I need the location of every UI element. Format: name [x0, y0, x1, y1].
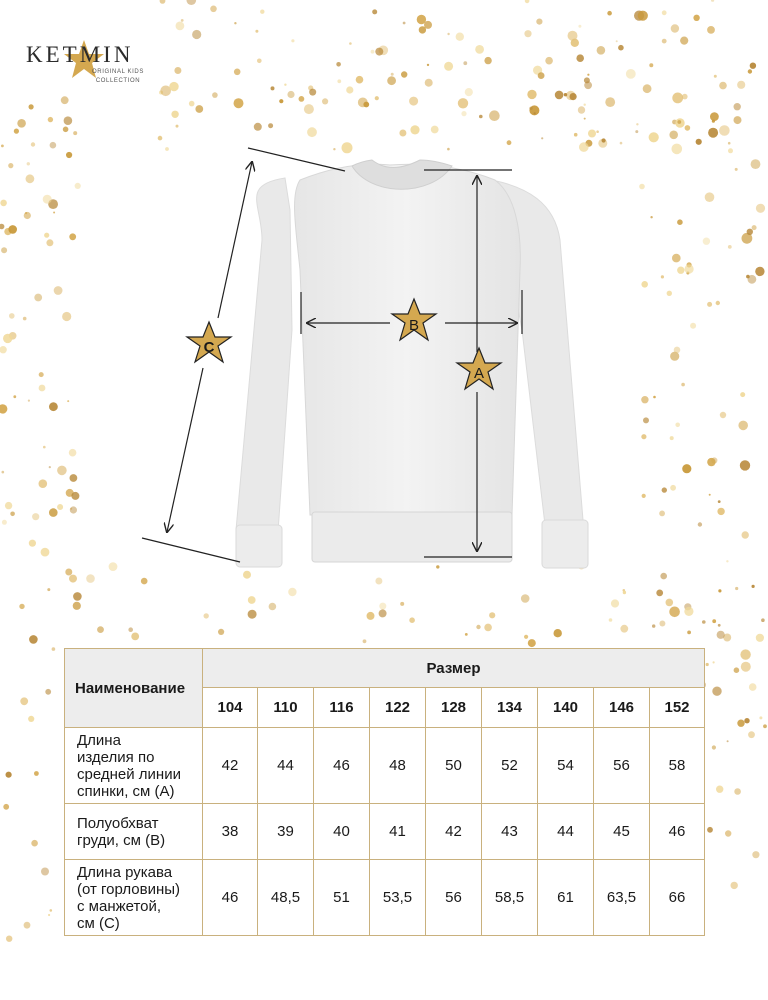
confetti-dot — [34, 771, 39, 776]
confetti-dot — [718, 624, 721, 627]
confetti-dot — [702, 620, 706, 624]
confetti-dot — [489, 110, 500, 121]
confetti-dot — [371, 50, 375, 54]
table-cell: 53,5 — [370, 860, 426, 936]
confetti-dot — [409, 617, 415, 623]
confetti-dot — [717, 631, 725, 639]
confetti-dot — [461, 111, 466, 116]
table-cell: 40 — [314, 804, 370, 860]
confetti-dot — [391, 73, 394, 76]
confetti-dot — [719, 82, 727, 90]
confetti-dot — [564, 93, 567, 96]
table-cell: 58,5 — [482, 860, 538, 936]
confetti-dot — [204, 613, 209, 618]
confetti-dot — [400, 602, 404, 606]
confetti-dot — [20, 697, 28, 705]
confetti-dot — [387, 76, 396, 85]
size-table-body — [65, 728, 705, 936]
confetti-dot — [578, 106, 585, 113]
row-label-line: Полуобхват — [77, 814, 159, 832]
confetti-dot — [41, 868, 49, 876]
confetti-dot — [363, 102, 369, 108]
confetti-dot — [255, 30, 258, 33]
confetti-dot — [131, 633, 139, 641]
confetti-dot — [476, 625, 480, 629]
confetti-dot — [638, 11, 648, 21]
table-cell: 45 — [594, 804, 650, 860]
table-row — [65, 860, 705, 936]
size-group-header: Размер — [203, 649, 705, 688]
confetti-dot — [160, 0, 166, 4]
table-cell: 41 — [370, 804, 426, 860]
confetti-dot — [176, 22, 185, 31]
confetti-dot — [61, 96, 69, 104]
confetti-dot — [189, 101, 195, 107]
confetti-dot — [248, 596, 256, 604]
row-label-line: спинки, см (А) — [77, 782, 175, 800]
confetti-dot — [279, 99, 283, 103]
confetti-dot — [706, 663, 709, 666]
table-cell: 61 — [538, 860, 594, 936]
confetti-dot — [479, 115, 483, 119]
confetti-dot — [748, 69, 752, 73]
confetti-dot — [6, 936, 12, 942]
confetti-dot — [465, 88, 473, 96]
confetti-dot — [711, 0, 714, 2]
confetti-dot — [401, 71, 407, 77]
confetti-dot — [713, 661, 715, 663]
confetti-dot — [737, 720, 744, 727]
confetti-dot — [375, 48, 383, 56]
confetti-dot — [538, 72, 545, 79]
size-column-header: 140 — [538, 688, 594, 728]
confetti-dot — [672, 93, 683, 104]
confetti-dot — [649, 63, 653, 67]
confetti-dot — [356, 76, 364, 84]
confetti-dot — [372, 9, 377, 14]
confetti-dot — [489, 612, 495, 618]
confetti-dot — [712, 687, 721, 696]
row-label-line: средней линии — [77, 765, 181, 783]
row-label-line: см (С) — [77, 914, 120, 932]
size-column-header: 134 — [482, 688, 538, 728]
confetti-dot — [584, 118, 586, 120]
confetti-dot — [555, 91, 564, 100]
size-column-header: 104 — [203, 688, 258, 728]
confetti-dot — [727, 740, 729, 742]
confetti-dot — [662, 10, 667, 15]
confetti-dot — [248, 610, 257, 619]
confetti-dot — [527, 90, 536, 99]
confetti-dot — [444, 62, 453, 71]
badge-a-label: A — [473, 365, 485, 382]
table-cell: 54 — [538, 728, 594, 804]
confetti-dot — [19, 604, 24, 609]
confetti-dot — [284, 84, 286, 86]
confetti-dot — [212, 92, 218, 98]
size-column-header: 152 — [650, 688, 705, 728]
brand-tagline — [88, 68, 148, 86]
confetti-dot — [403, 22, 406, 25]
confetti-dot — [52, 647, 56, 651]
confetti-dot — [597, 46, 606, 55]
measure-c-top-tick — [248, 148, 345, 171]
size-header-row — [65, 649, 705, 688]
table-cell: 50 — [426, 728, 482, 804]
measure-c-arrow-up — [218, 162, 252, 318]
measure-c-bottom-tick — [142, 538, 240, 562]
confetti-dot — [626, 69, 636, 79]
table-cell: 58 — [650, 728, 705, 804]
table-row — [65, 804, 705, 860]
confetti-dot — [287, 91, 294, 98]
size-column-header: 122 — [370, 688, 426, 728]
table-cell: 46 — [203, 860, 258, 936]
confetti-dot — [234, 69, 241, 76]
confetti-dot — [379, 603, 386, 610]
confetti-dot — [534, 112, 536, 114]
confetti-dot — [725, 830, 731, 836]
measure-c-arrow-down — [167, 368, 203, 532]
confetti-dot — [6, 772, 12, 778]
confetti-dot — [607, 11, 612, 16]
confetti-dot — [257, 59, 262, 64]
confetti-dot — [677, 120, 681, 124]
confetti-dot — [536, 19, 542, 25]
size-chart — [64, 648, 705, 936]
brand-tagline-line2: COLLECTION — [95, 78, 141, 84]
confetti-dot — [210, 6, 217, 13]
confetti-dot — [714, 75, 717, 78]
confetti-dot — [379, 609, 387, 617]
confetti-dot — [584, 81, 592, 89]
confetti-dot — [271, 86, 275, 90]
confetti-dot — [363, 639, 367, 643]
row-label — [65, 804, 203, 860]
confetti-dot — [652, 624, 655, 627]
confetti-dot — [48, 914, 50, 916]
badge-c — [187, 322, 231, 362]
badge-c-label: C — [203, 339, 215, 356]
confetti-dot — [611, 599, 619, 607]
brand-logo — [26, 36, 156, 92]
confetti-dot — [636, 123, 638, 125]
confetti-dot — [716, 786, 723, 793]
brand-tagline-line1: ORIGINAL KIDS — [92, 69, 144, 75]
row-label — [65, 728, 203, 804]
table-cell: 63,5 — [594, 860, 650, 936]
confetti-dot — [740, 649, 750, 659]
confetti-dot — [752, 851, 759, 858]
confetti-dot — [17, 119, 26, 128]
confetti-dot — [643, 84, 652, 93]
confetti-dot — [171, 111, 178, 118]
confetti-dot — [712, 619, 716, 623]
confetti-dot — [571, 39, 579, 47]
confetti-dot — [195, 105, 203, 113]
confetti-dot — [187, 0, 197, 5]
confetti-dot — [734, 103, 741, 110]
confetti-dot — [427, 64, 429, 66]
confetti-dot — [731, 882, 738, 889]
row-label-line: груди, см (В) — [77, 831, 166, 849]
table-cell: 66 — [650, 860, 705, 936]
confetti-dot — [749, 683, 757, 691]
confetti-dot — [218, 629, 224, 635]
confetti-dot — [578, 25, 581, 28]
confetti-dot — [605, 97, 615, 107]
confetti-dot — [447, 33, 449, 35]
table-cell: 56 — [426, 860, 482, 936]
right-cuff — [542, 520, 588, 568]
confetti-dot — [761, 618, 765, 622]
confetti-dot — [684, 607, 693, 616]
confetti-dot — [3, 804, 9, 810]
confetti-dot — [181, 19, 184, 22]
size-column-header: 146 — [594, 688, 650, 728]
table-cell: 42 — [203, 728, 258, 804]
confetti-dot — [29, 104, 34, 109]
confetti-dot — [260, 10, 264, 14]
confetti-dot — [234, 98, 244, 108]
confetti-dot — [623, 591, 626, 594]
confetti-dot — [419, 26, 426, 33]
confetti-dot — [587, 74, 589, 76]
confetti-dot — [669, 607, 680, 618]
table-cell: 56 — [594, 728, 650, 804]
confetti-dot — [750, 62, 756, 68]
confetti-dot — [554, 629, 562, 637]
row-label — [65, 860, 203, 936]
confetti-dot — [28, 716, 34, 722]
confetti-dot — [73, 592, 82, 601]
table-cell: 48,5 — [258, 860, 314, 936]
confetti-dot — [367, 612, 375, 620]
confetti-dot — [659, 621, 665, 627]
sweatshirt-measurement-diagram — [0, 130, 768, 590]
confetti-dot — [666, 599, 674, 607]
name-column-header: Наименование — [65, 649, 203, 728]
confetti-dot — [609, 618, 613, 622]
row-label-line: (от горловины) — [77, 880, 181, 898]
confetti-dot — [656, 590, 663, 597]
confetti-dot — [671, 24, 679, 32]
confetti-dot — [24, 922, 31, 929]
confetti-dot — [484, 624, 492, 632]
confetti-dot — [463, 61, 467, 65]
confetti-dot — [346, 86, 353, 93]
confetti-dot — [336, 62, 341, 67]
confetti-dot — [291, 39, 294, 42]
confetti-dot — [763, 724, 767, 728]
confetti-dot — [29, 635, 38, 644]
confetti-dot — [744, 718, 749, 723]
confetti-dot — [524, 635, 528, 639]
confetti-dot — [97, 626, 104, 633]
confetti-dot — [269, 603, 277, 611]
confetti-dot — [409, 97, 418, 106]
table-cell: 42 — [426, 804, 482, 860]
left-cuff — [236, 525, 282, 567]
confetti-dot — [759, 716, 762, 719]
confetti-dot — [748, 731, 755, 738]
table-row — [65, 728, 705, 804]
confetti-dot — [465, 633, 468, 636]
confetti-dot — [475, 45, 484, 54]
confetti-dot — [484, 57, 491, 64]
table-cell: 48 — [370, 728, 426, 804]
left-sleeve — [236, 178, 292, 532]
confetti-dot — [734, 667, 740, 673]
confetti-dot — [528, 639, 536, 647]
confetti-dot — [529, 107, 532, 110]
confetti-dot — [521, 594, 530, 603]
confetti-dot — [64, 116, 73, 125]
confetti-dot — [707, 26, 715, 34]
row-label-line: с манжетой, — [77, 897, 162, 915]
sweatshirt-illustration — [236, 160, 588, 568]
sweatshirt-body — [295, 164, 521, 515]
confetti-dot — [756, 634, 764, 642]
confetti-dot — [50, 909, 53, 912]
confetti-dot — [234, 22, 236, 24]
confetti-dot — [545, 57, 553, 65]
confetti-dot — [337, 79, 341, 83]
table-cell: 44 — [538, 804, 594, 860]
confetti-dot — [620, 625, 628, 633]
confetti-dot — [169, 82, 178, 91]
brand-name: KETMIN — [26, 42, 134, 67]
confetti-dot — [349, 42, 352, 45]
table-cell: 43 — [482, 804, 538, 860]
confetti-dot — [680, 37, 688, 45]
table-cell: 51 — [314, 860, 370, 936]
confetti-dot — [299, 96, 305, 102]
confetti-dot — [375, 96, 379, 100]
confetti-dot — [662, 39, 667, 44]
table-cell: 52 — [482, 728, 538, 804]
size-column-header: 128 — [426, 688, 482, 728]
confetti-dot — [525, 0, 530, 3]
confetti-dot — [417, 15, 426, 24]
confetti-dot — [45, 689, 51, 695]
confetti-dot — [128, 627, 133, 632]
confetti-dot — [576, 54, 584, 62]
confetti-dot — [584, 104, 586, 106]
confetti-dot — [687, 631, 691, 635]
confetti-dot — [734, 116, 742, 124]
confetti-dot — [31, 840, 38, 847]
row-label-line: Длина рукава — [77, 863, 173, 881]
size-table — [64, 648, 705, 936]
row-label-line: Длина — [77, 731, 121, 749]
confetti-dot — [712, 745, 716, 749]
confetti-dot — [425, 79, 433, 87]
table-cell: 46 — [650, 804, 705, 860]
confetti-dot — [737, 81, 745, 89]
badge-b-label: B — [408, 317, 420, 334]
table-cell: 46 — [314, 728, 370, 804]
confetti-dot — [710, 112, 719, 121]
row-label-line: изделия по — [77, 748, 155, 766]
confetti-dot — [174, 67, 181, 74]
confetti-dot — [192, 30, 201, 39]
sweatshirt-waistband — [312, 512, 512, 562]
confetti-dot — [707, 827, 713, 833]
confetti-dot — [456, 33, 464, 41]
confetti-dot — [616, 40, 618, 42]
confetti-dot — [618, 45, 624, 51]
table-cell: 39 — [258, 804, 314, 860]
confetti-dot — [176, 125, 179, 128]
confetti-dot — [309, 89, 316, 96]
confetti-dot — [734, 788, 741, 795]
table-cell: 44 — [258, 728, 314, 804]
size-column-header: 110 — [258, 688, 314, 728]
confetti-dot — [570, 93, 577, 100]
confetti-dot — [48, 117, 53, 122]
confetti-dot — [693, 15, 699, 21]
confetti-dot — [322, 98, 328, 104]
confetti-dot — [73, 602, 81, 610]
confetti-dot — [304, 104, 314, 114]
size-column-header: 116 — [314, 688, 370, 728]
confetti-dot — [524, 30, 531, 37]
confetti-dot — [268, 123, 273, 128]
confetti-dot — [741, 662, 751, 672]
table-cell: 38 — [203, 804, 258, 860]
confetti-dot — [458, 98, 468, 108]
